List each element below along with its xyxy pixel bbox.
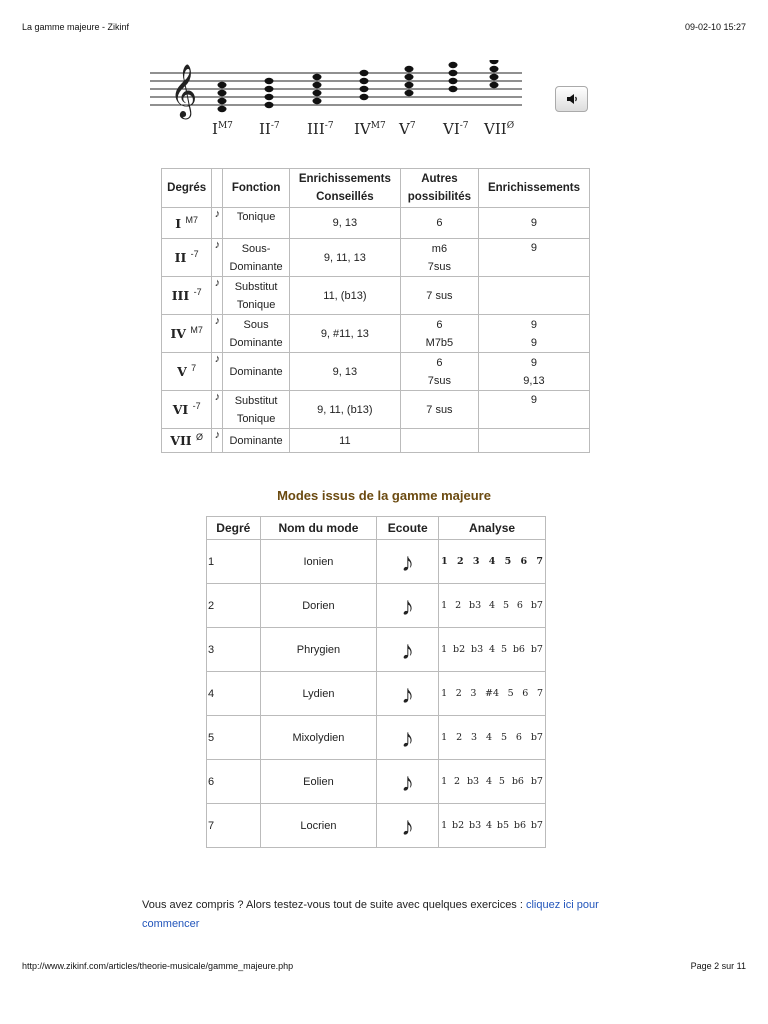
notehead: [360, 86, 369, 92]
conseilles-cell: 9, #11, 13: [289, 315, 400, 353]
notehead: [313, 82, 322, 88]
autres-cell: 7 sus: [400, 391, 478, 429]
notehead: [218, 90, 227, 96]
col-nom-du-mode: Nom du mode: [260, 517, 377, 540]
mode-name: Locrien: [260, 804, 377, 848]
print-datetime: 09-02-10 15:27: [684, 22, 746, 32]
mode-analysis: 1 2 3 4 5 6 7: [439, 540, 546, 584]
chord-4: [354, 70, 386, 138]
notehead: [218, 106, 227, 112]
conseilles-cell: 11, (b13): [289, 277, 400, 315]
mode-name: Phrygien: [260, 628, 377, 672]
table-row: [162, 391, 590, 429]
note-icon[interactable]: ♪: [212, 277, 223, 315]
enrich-cell: 9: [478, 208, 589, 239]
mode-row: [207, 804, 546, 848]
col-conseilles: Enrichissements Conseillés: [289, 169, 400, 208]
listen-note-icon[interactable]: ♪: [377, 540, 439, 584]
mode-analysis: 1 2 b3 4 5 b6 b7: [439, 760, 546, 804]
col-blank: [212, 169, 223, 208]
notehead: [449, 70, 458, 76]
degrees-table: [161, 168, 590, 453]
chord-label: $III^{-7}$: [307, 120, 334, 138]
chord-label: $V^7$: [399, 120, 416, 138]
notehead: [490, 82, 499, 88]
notehead: [265, 94, 274, 100]
notehead: [360, 70, 369, 76]
modes-table: [206, 516, 546, 848]
chord-7: [483, 60, 514, 138]
chord-1: [212, 82, 233, 138]
mode-name: Dorien: [260, 584, 377, 628]
enrich-cell: [478, 429, 589, 453]
notehead: [405, 74, 414, 80]
enrich-cell: [478, 277, 589, 315]
listen-note-icon[interactable]: ♪: [377, 804, 439, 848]
notehead: [313, 98, 322, 104]
enrich-cell: 9 9,13: [478, 353, 589, 391]
col-ecoute: Ecoute: [377, 517, 439, 540]
chord-5: [398, 66, 416, 138]
conseilles-cell: 9, 13: [289, 353, 400, 391]
notehead: [490, 66, 499, 72]
notehead: [265, 86, 274, 92]
conseilles-cell: 9, 11, 13: [289, 239, 400, 277]
enrich-cell: 9: [478, 391, 589, 429]
note-icon[interactable]: ♪: [212, 315, 223, 353]
chord-label: $VII^Ø$: [484, 120, 515, 138]
degree-cell: VI $^{-7}$: [162, 391, 212, 429]
mode-name: Mixolydien: [260, 716, 377, 760]
degree-cell: III $^{-7}$: [162, 277, 212, 315]
degree-cell: V $^7$: [162, 353, 212, 391]
speaker-icon: [565, 92, 579, 106]
exercise-link[interactable]: cliquez ici pour commencer: [142, 899, 599, 930]
conseilles-cell: 11: [289, 429, 400, 453]
chord-label: $II^{-7}$: [259, 120, 280, 138]
col-degre: Degré: [207, 517, 261, 540]
modes-title: Modes issus de la gamme majeure: [277, 488, 491, 503]
table-row: [162, 315, 590, 353]
col-analyse: Analyse: [439, 517, 546, 540]
notehead: [265, 102, 274, 108]
autres-cell: 7 sus: [400, 277, 478, 315]
treble-clef-icon: 𝄞: [170, 63, 198, 117]
mode-row: [207, 628, 546, 672]
listen-note-icon[interactable]: ♪: [377, 760, 439, 804]
table-row: [162, 429, 590, 453]
notehead: [490, 60, 499, 64]
mode-index: 5: [207, 716, 261, 760]
col-fonction: Fonction: [223, 169, 290, 208]
mode-index: 1: [207, 540, 261, 584]
col-enrichissements: Enrichissements: [478, 169, 589, 208]
degree-cell: II $^{-7}$: [162, 239, 212, 277]
notehead: [405, 66, 414, 72]
mode-index: 4: [207, 672, 261, 716]
chord-3: [307, 74, 334, 138]
mode-index: 2: [207, 584, 261, 628]
note-icon[interactable]: ♪: [212, 391, 223, 429]
mode-analysis: 1 2 b3 4 5 6 b7: [439, 584, 546, 628]
note-icon[interactable]: ♪: [212, 239, 223, 277]
play-button[interactable]: [555, 86, 588, 112]
listen-note-icon[interactable]: ♪: [377, 716, 439, 760]
fonction-cell: Dominante: [223, 429, 290, 453]
page-title: La gamme majeure - Zikinf: [22, 22, 130, 32]
page-number: Page 2 sur 11: [690, 961, 746, 971]
notehead: [218, 98, 227, 104]
listen-note-icon[interactable]: ♪: [377, 628, 439, 672]
mode-analysis: 1 2 3 #4 5 6 7: [439, 672, 546, 716]
degree-cell: IV $^{M7}$: [162, 315, 212, 353]
mode-row: [207, 540, 546, 584]
mode-analysis: 1 b2 b3 4 5 b6 b7: [439, 628, 546, 672]
col-autres: Autres possibilités: [400, 169, 478, 208]
mode-index: 3: [207, 628, 261, 672]
notehead: [313, 90, 322, 96]
autres-cell: m6 7sus: [400, 239, 478, 277]
table-row: [162, 239, 590, 277]
mode-row: [207, 584, 546, 628]
degree-cell: VII $^Ø$: [162, 429, 212, 453]
note-icon[interactable]: ♪: [212, 353, 223, 391]
exercise-paragraph: Vous avez compris ? Alors testez-vous tout de suite avec quelques exercices : cliquez ici pour commencer: [142, 899, 599, 930]
notehead: [449, 78, 458, 84]
notehead: [265, 78, 274, 84]
notehead: [360, 78, 369, 84]
chord-label: $VI^{-7}$: [443, 120, 469, 138]
table-row: [162, 277, 590, 315]
notehead: [313, 74, 322, 80]
chord-2: [259, 78, 280, 138]
chord-label: $IV^{M7}$: [354, 120, 386, 138]
notehead: [449, 62, 458, 68]
fonction-cell: Substitut Tonique: [223, 277, 290, 315]
page-url: http://www.zikinf.com/articles/theorie-musicale/gamme_majeure.php: [22, 961, 294, 971]
autres-cell: 6 7sus: [400, 353, 478, 391]
table-row: [162, 208, 590, 239]
notehead: [405, 82, 414, 88]
fonction-cell: Dominante: [223, 353, 290, 391]
fonction-cell: Substitut Tonique: [223, 391, 290, 429]
chord-label: $I^{M7}$: [212, 120, 233, 138]
chord-staff: [150, 60, 525, 140]
mode-name: Eolien: [260, 760, 377, 804]
autres-cell: 6: [400, 208, 478, 239]
mode-analysis: 1 b2 b3 4 b5 b6 b7: [439, 804, 546, 848]
fonction-cell: Sous- Dominante: [223, 239, 290, 277]
mode-row: [207, 672, 546, 716]
notehead: [218, 82, 227, 88]
mode-row: [207, 716, 546, 760]
mode-index: 7: [207, 804, 261, 848]
enrich-cell: 9 9: [478, 315, 589, 353]
mode-name: Lydien: [260, 672, 377, 716]
mode-row: [207, 760, 546, 804]
table-row: [162, 353, 590, 391]
listen-note-icon[interactable]: ♪: [377, 672, 439, 716]
notehead: [490, 74, 499, 80]
col-degres: Degrés: [162, 169, 212, 208]
note-icon[interactable]: ♪: [212, 429, 223, 453]
enrich-cell: 9: [478, 239, 589, 277]
conseilles-cell: 9, 13: [289, 208, 400, 239]
degree-cell: I $^{M7}$: [162, 208, 212, 239]
notehead: [449, 86, 458, 92]
mode-analysis: 1 2 3 4 5 6 b7: [439, 716, 546, 760]
note-icon[interactable]: ♪: [212, 208, 223, 239]
listen-note-icon[interactable]: ♪: [377, 584, 439, 628]
mode-index: 6: [207, 760, 261, 804]
notehead: [360, 94, 369, 100]
fonction-cell: Sous Dominante: [223, 315, 290, 353]
notehead: [405, 90, 414, 96]
autres-cell: 6 M7b5: [400, 315, 478, 353]
autres-cell: [400, 429, 478, 453]
mode-name: Ionien: [260, 540, 377, 584]
fonction-cell: Tonique: [223, 208, 290, 239]
conseilles-cell: 9, 11, (b13): [289, 391, 400, 429]
